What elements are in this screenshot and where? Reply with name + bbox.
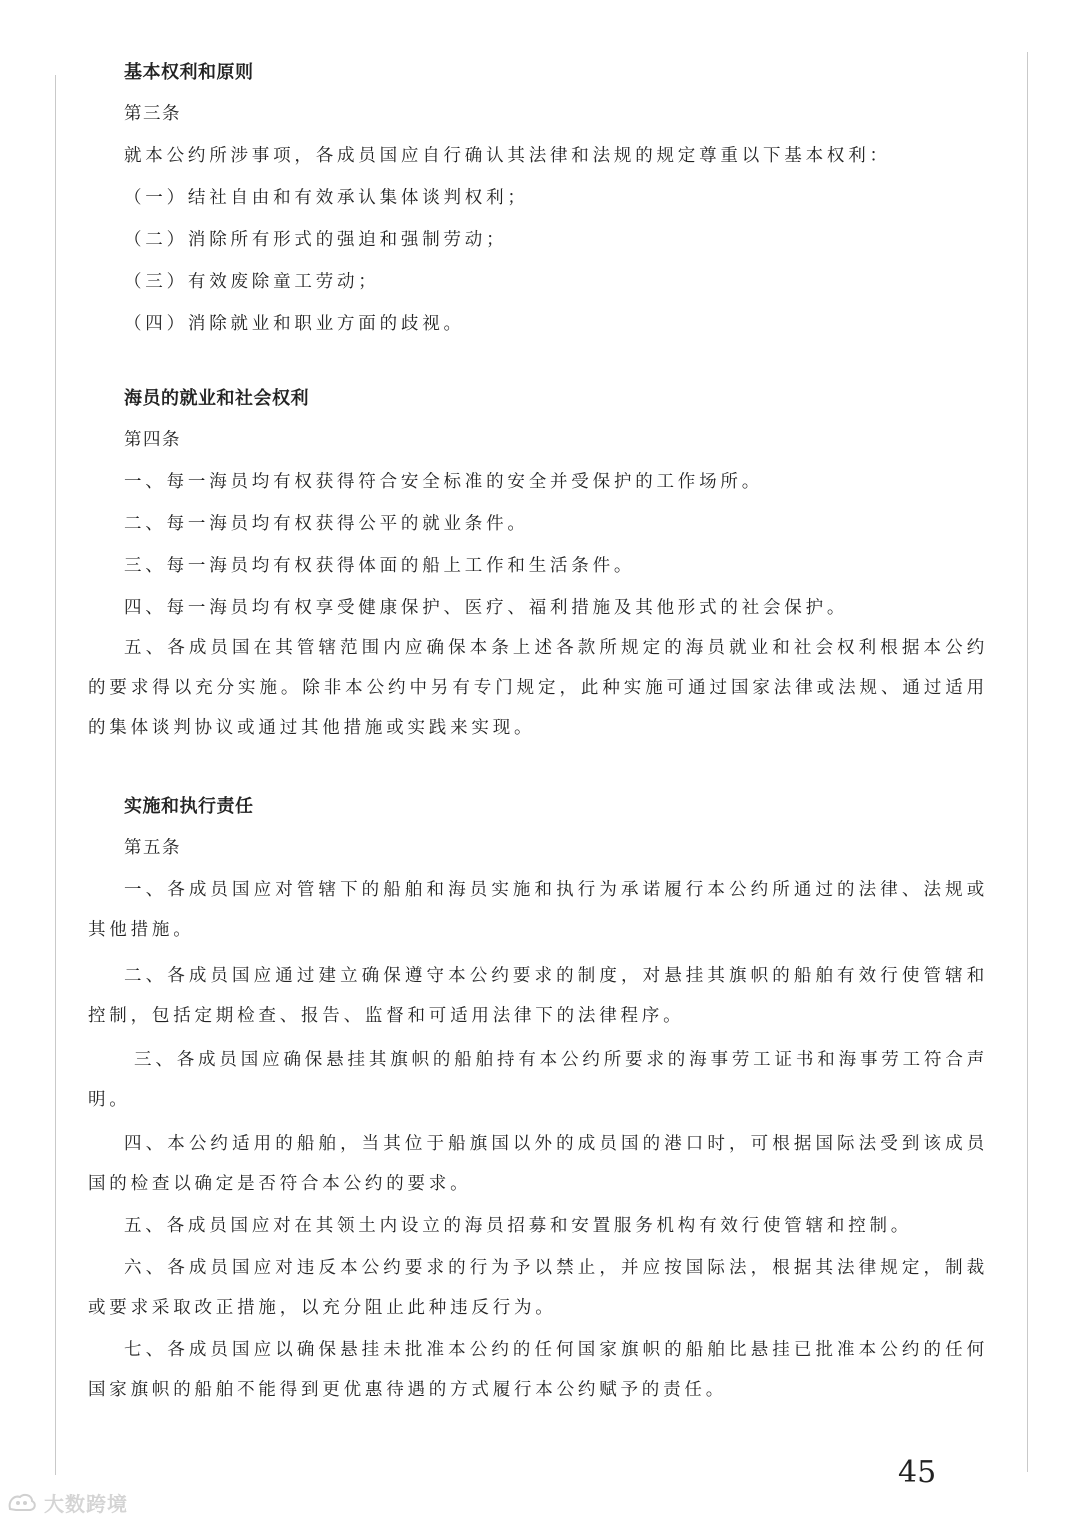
paragraph: 五、各成员国应对在其领土内设立的海员招募和安置服务机构有效行使管辖和控制。 [124,1216,913,1236]
list-item: （一）结社自由和有效承认集体谈判权利； [124,188,529,208]
page-number: 45 [898,1455,937,1490]
paragraph: 三、各成员国应确保悬挂其旗帜的船舶持有本公约所要求的海事劳工证书和海事劳工符合声明。 [88,1050,988,1110]
paragraph: 一、每一海员均有权获得符合安全标准的安全并受保护的工作场所。 [124,472,763,492]
paragraph: 三、每一海员均有权获得体面的船上工作和生活条件。 [124,556,636,576]
article-number: 第五条 [124,838,181,858]
paragraph: 五、各成员国在其管辖范围内应确保本条上述各款所规定的海员就业和社会权利根据本公约的要求得以充分实施。除非本公约中另有专门规定，此种实施可通过国家法律或法规、通过适用的集体谈判协议或通过其他措施或实践来实现。 [88,638,988,738]
section-heading: 实施和执行责任 [124,796,254,817]
paragraph: 二、每一海员均有权获得公平的就业条件。 [124,514,529,534]
paragraph: 七、各成员国应以确保悬挂未批准本公约的任何国家旗帜的船舶比悬挂已批准本公约的任何国家旗帜的船舶不能得到更优惠待遇的方式履行本公约赋予的责任。 [88,1340,988,1400]
paragraph: 二、各成员国应通过建立确保遵守本公约要求的制度，对悬挂其旗帜的船舶有效行使管辖和控制，包括定期检查、报告、监督和可适用法律下的法律程序。 [88,966,988,1026]
watermark [6,1488,128,1517]
paragraph: 四、每一海员均有权享受健康保护、医疗、福利措施及其他形式的社会保护。 [124,598,849,618]
article-number: 第四条 [124,430,181,450]
list-item: （四）消除就业和职业方面的歧视。 [124,314,465,334]
paragraph: 六、各成员国应对违反本公约要求的行为予以禁止，并应按国际法，根据其法律规定，制裁或要求采取改正措施，以充分阻止此种违反行为。 [88,1258,988,1318]
watermark-logo-icon [6,1491,38,1515]
section-heading: 基本权利和原则 [124,62,254,83]
article-number: 第三条 [124,104,181,124]
list-item: （三）有效废除童工劳动； [124,272,380,292]
watermark-text: 大数跨境 [44,1492,128,1516]
list-item: （二）消除所有形式的强迫和强制劳动； [124,230,508,250]
section-heading: 海员的就业和社会权利 [124,388,309,409]
paragraph: 就本公约所涉事项，各成员国应自行确认其法律和法规的规定尊重以下基本权利： [124,146,891,166]
paragraph: 四、本公约适用的船舶，当其位于船旗国以外的成员国的港口时，可根据国际法受到该成员国的检查以确定是否符合本公约的要求。 [88,1134,988,1194]
paragraph: 一、各成员国应对管辖下的船舶和海员实施和执行为承诺履行本公约所通过的法律、法规或其他措施。 [88,880,988,940]
page-border-left [55,75,56,1475]
page-border-right [1027,52,1028,1472]
